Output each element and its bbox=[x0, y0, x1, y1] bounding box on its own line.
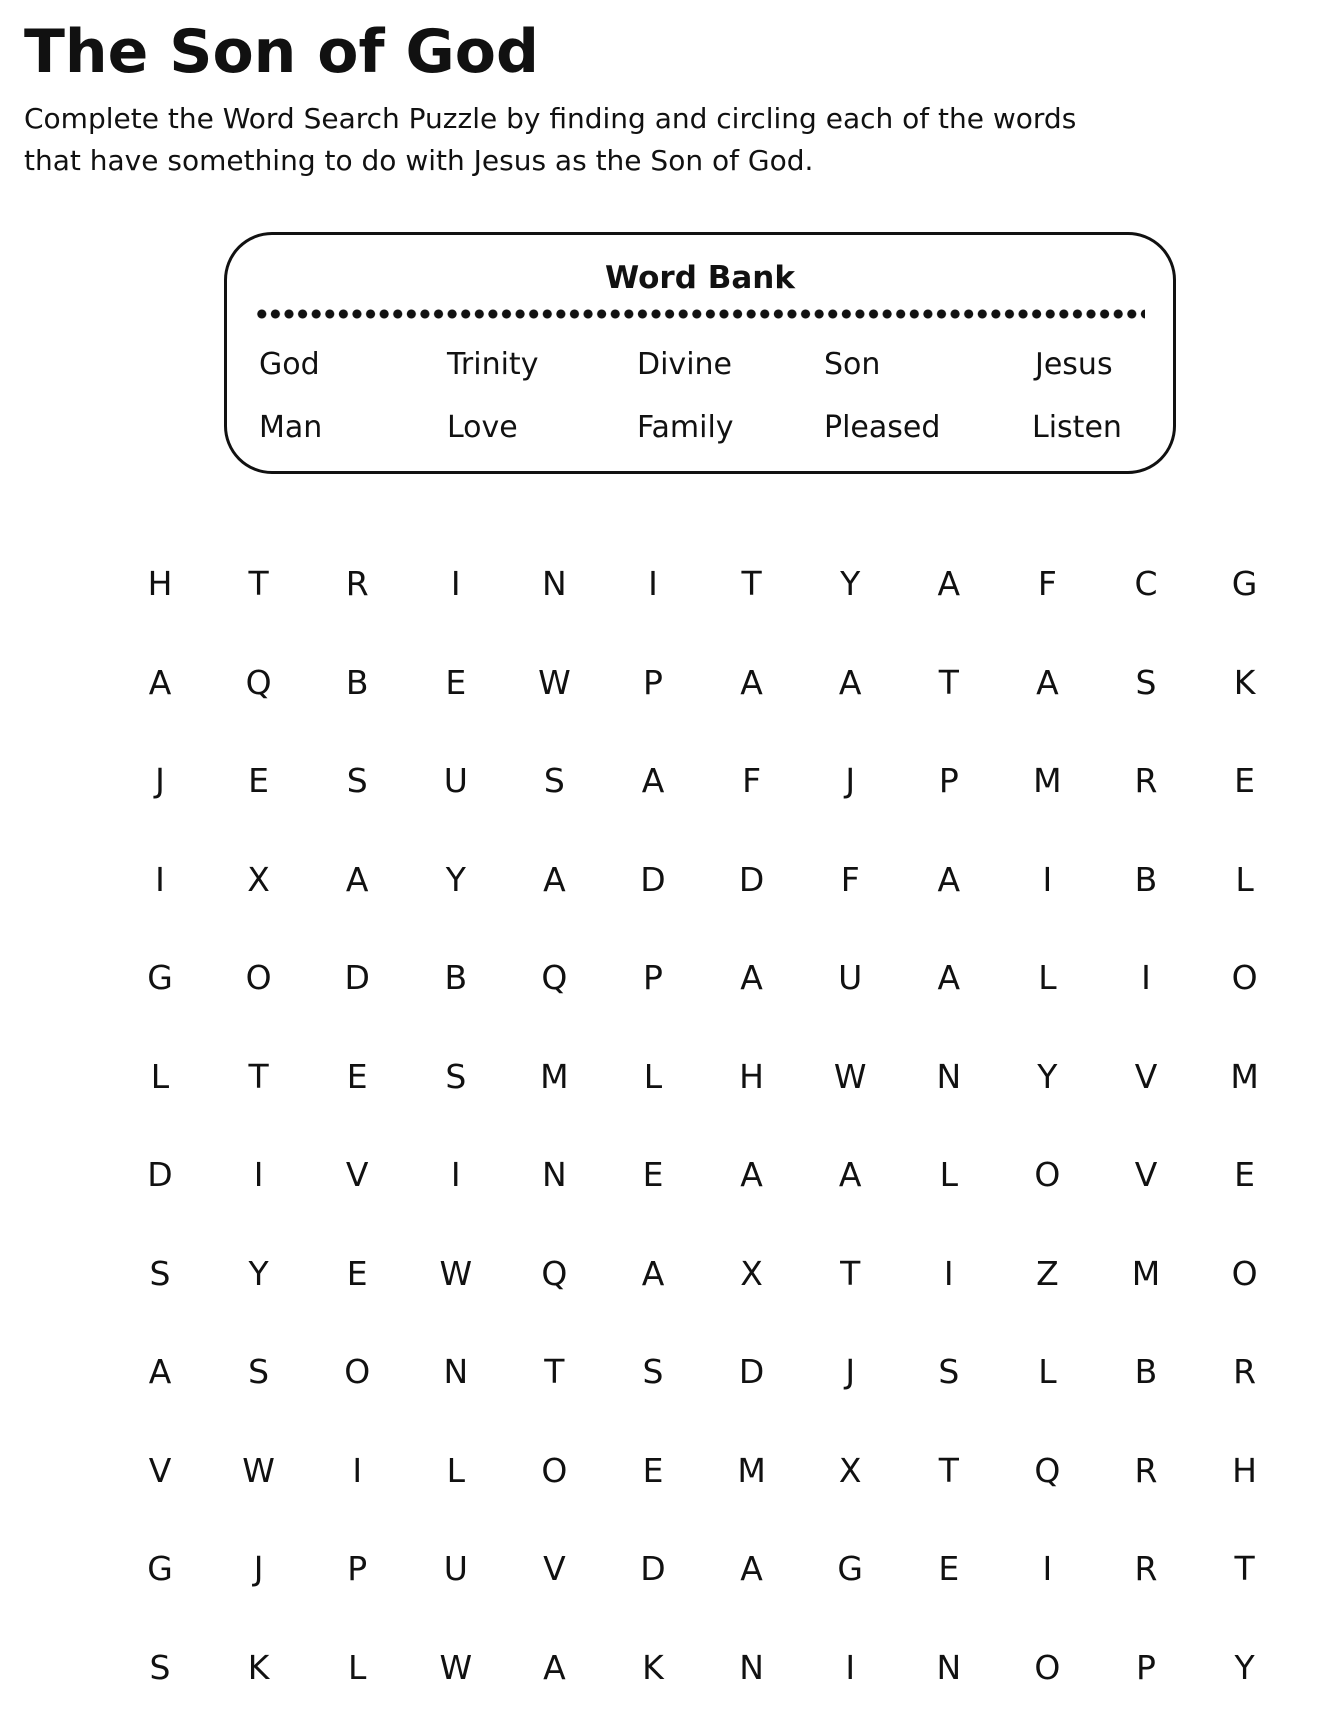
grid-letter[interactable]: J bbox=[845, 761, 856, 800]
grid-letter[interactable]: W bbox=[439, 1647, 473, 1687]
grid-letter[interactable]: E bbox=[938, 1549, 960, 1588]
grid-letter[interactable]: A bbox=[740, 662, 763, 702]
grid-letter[interactable]: A bbox=[740, 1155, 763, 1194]
page-title: The Son of God bbox=[24, 17, 539, 87]
grid-letter[interactable]: B bbox=[444, 958, 468, 997]
grid-letter[interactable]: N bbox=[936, 1056, 962, 1096]
grid-letter[interactable]: V bbox=[1134, 1056, 1158, 1096]
grid-letter[interactable]: Y bbox=[840, 564, 861, 603]
grid-letter[interactable]: A bbox=[641, 1253, 665, 1293]
grid-letter[interactable]: U bbox=[443, 1549, 468, 1588]
grid-letter[interactable]: H bbox=[739, 1056, 764, 1096]
grid-letter[interactable]: Q bbox=[1034, 1450, 1061, 1490]
grid-letter[interactable]: V bbox=[543, 1549, 566, 1588]
grid-letter[interactable]: N bbox=[739, 1647, 764, 1687]
grid-letter[interactable]: R bbox=[345, 564, 369, 603]
grid-letter[interactable]: T bbox=[938, 662, 959, 702]
grid-letter[interactable]: D bbox=[344, 958, 370, 997]
grid-letter[interactable]: Y bbox=[248, 1253, 269, 1293]
grid-letter[interactable]: I bbox=[155, 859, 165, 899]
grid-letter[interactable]: A bbox=[345, 859, 369, 899]
grid-letter[interactable]: M bbox=[1131, 1253, 1161, 1293]
grid-letter[interactable]: W bbox=[833, 1056, 867, 1096]
grid-letter[interactable]: L bbox=[643, 1056, 663, 1096]
grid-letter[interactable]: Y bbox=[445, 859, 466, 899]
grid-letter[interactable]: U bbox=[838, 958, 863, 997]
grid-letter[interactable]: I bbox=[1141, 958, 1151, 997]
word-bank-word-divine: Divine bbox=[637, 347, 732, 382]
grid-letter[interactable]: B bbox=[1134, 1352, 1158, 1391]
grid-letter[interactable]: L bbox=[1038, 1352, 1057, 1391]
grid-letter[interactable]: E bbox=[642, 1450, 664, 1490]
grid-letter[interactable]: Q bbox=[245, 662, 272, 702]
grid-letter[interactable]: A bbox=[838, 662, 862, 702]
grid-letter[interactable]: T bbox=[1234, 1549, 1255, 1588]
grid-letter[interactable]: S bbox=[543, 761, 565, 800]
grid-letter[interactable]: A bbox=[1036, 662, 1059, 702]
grid-letter[interactable]: W bbox=[538, 662, 571, 702]
instructions-line: that have something to do with Jesus as the Son of God. bbox=[24, 144, 814, 177]
grid-letter[interactable]: I bbox=[253, 1155, 264, 1194]
grid-letter[interactable]: P bbox=[1136, 1647, 1156, 1687]
grid-letter[interactable]: S bbox=[445, 1056, 467, 1096]
instructions-line: Complete the Word Search Puzzle by finding and circling each of the words bbox=[24, 102, 1077, 135]
grid-letter[interactable]: I bbox=[450, 1155, 461, 1194]
grid-letter[interactable]: A bbox=[740, 1549, 763, 1588]
grid-letter[interactable]: J bbox=[155, 761, 165, 800]
word-bank-word-family: Family bbox=[637, 410, 734, 445]
dotted-divider bbox=[255, 309, 1145, 319]
grid-letter[interactable]: A bbox=[148, 1352, 172, 1391]
grid-letter[interactable]: Z bbox=[1036, 1253, 1059, 1293]
grid-letter[interactable]: V bbox=[148, 1450, 172, 1490]
instructions bbox=[24, 98, 1124, 182]
grid-letter[interactable]: N bbox=[936, 1647, 962, 1687]
grid-letter[interactable]: M bbox=[1230, 1056, 1259, 1096]
word-bank-word-pleased: Pleased bbox=[824, 410, 941, 445]
word-bank-word-man: Man bbox=[259, 410, 323, 445]
grid-letter[interactable]: O bbox=[1034, 1155, 1061, 1194]
grid-letter[interactable]: I bbox=[1042, 859, 1053, 899]
grid-letter[interactable]: C bbox=[1134, 564, 1158, 603]
grid-letter[interactable]: D bbox=[640, 859, 666, 899]
grid-letter[interactable]: R bbox=[1233, 1352, 1257, 1391]
grid-letter[interactable]: L bbox=[1038, 958, 1057, 997]
grid-letter[interactable]: R bbox=[1134, 761, 1158, 800]
grid-letter[interactable]: L bbox=[446, 1450, 465, 1490]
grid-letter[interactable]: M bbox=[737, 1450, 766, 1490]
grid-letter[interactable]: S bbox=[1135, 662, 1157, 702]
grid-letter[interactable]: Y bbox=[1037, 1056, 1058, 1096]
grid-letter[interactable]: A bbox=[641, 761, 665, 800]
word-bank-word-trinity: Trinity bbox=[447, 347, 539, 382]
grid-letter[interactable]: I bbox=[352, 1450, 363, 1490]
grid-letter[interactable]: T bbox=[938, 1450, 959, 1490]
grid-letter[interactable]: T bbox=[248, 564, 269, 603]
grid-letter[interactable]: H bbox=[147, 564, 173, 603]
grid-letter[interactable]: D bbox=[738, 1352, 765, 1391]
word-bank-word-son: Son bbox=[824, 347, 881, 382]
grid-letter[interactable]: E bbox=[346, 1253, 368, 1293]
word-bank bbox=[224, 232, 1176, 474]
grid-letter[interactable]: J bbox=[253, 1549, 264, 1588]
grid-letter[interactable]: F bbox=[742, 761, 762, 800]
grid-letter[interactable]: W bbox=[439, 1253, 473, 1293]
grid-letter[interactable]: V bbox=[345, 1155, 369, 1194]
grid-letter[interactable]: P bbox=[347, 1549, 368, 1588]
grid-letter[interactable]: S bbox=[248, 1352, 270, 1391]
grid-letter[interactable]: S bbox=[149, 1647, 171, 1687]
grid-letter[interactable]: V bbox=[1134, 1155, 1158, 1194]
grid-letter[interactable]: D bbox=[640, 1549, 666, 1588]
grid-letter[interactable]: P bbox=[643, 958, 663, 997]
grid-letter[interactable]: A bbox=[740, 958, 763, 997]
grid-letter[interactable]: O bbox=[1231, 958, 1258, 997]
grid-letter[interactable]: A bbox=[937, 859, 961, 899]
grid-letter[interactable]: N bbox=[542, 1155, 567, 1194]
grid-letter[interactable]: M bbox=[540, 1056, 569, 1096]
grid-letter[interactable]: K bbox=[642, 1647, 664, 1687]
grid-letter[interactable]: O bbox=[344, 1352, 371, 1391]
grid-letter[interactable]: A bbox=[838, 1155, 862, 1194]
grid-letter[interactable]: F bbox=[840, 859, 860, 899]
grid-letter[interactable]: Q bbox=[541, 1253, 568, 1293]
grid-letter[interactable]: O bbox=[1231, 1253, 1258, 1293]
grid-letter[interactable]: L bbox=[939, 1155, 958, 1194]
grid-letter[interactable]: J bbox=[845, 1352, 856, 1391]
grid-letter[interactable]: G bbox=[147, 1549, 173, 1588]
grid-letter[interactable]: K bbox=[1233, 662, 1256, 702]
grid-letter[interactable]: G bbox=[837, 1549, 863, 1588]
grid-letter[interactable]: X bbox=[247, 859, 270, 899]
grid-letter[interactable]: H bbox=[1232, 1450, 1257, 1490]
grid-letter[interactable]: L bbox=[1235, 859, 1254, 899]
grid-letter[interactable]: S bbox=[149, 1253, 171, 1293]
grid-letter[interactable]: A bbox=[543, 859, 566, 899]
word-bank-word-god: God bbox=[259, 347, 320, 382]
grid-letter[interactable]: A bbox=[148, 662, 172, 702]
grid-letter[interactable]: F bbox=[1037, 564, 1057, 603]
grid-letter[interactable]: D bbox=[738, 859, 765, 899]
grid-letter[interactable]: P bbox=[643, 662, 663, 702]
grid-letter[interactable]: S bbox=[938, 1352, 960, 1391]
grid-letter[interactable]: I bbox=[450, 564, 461, 603]
grid-letter[interactable]: S bbox=[346, 761, 368, 800]
grid-letter[interactable]: N bbox=[542, 564, 567, 603]
grid-letter[interactable]: E bbox=[445, 662, 467, 702]
grid-letter[interactable]: A bbox=[543, 1647, 566, 1687]
grid-letter[interactable]: G bbox=[1231, 564, 1258, 603]
grid-letter[interactable]: R bbox=[1134, 1549, 1158, 1588]
grid-letter[interactable]: D bbox=[147, 1155, 173, 1194]
grid-letter[interactable]: M bbox=[1033, 761, 1062, 800]
grid-letter[interactable]: T bbox=[840, 1253, 861, 1293]
grid-letter[interactable]: I bbox=[1042, 1549, 1053, 1588]
grid-letter[interactable]: P bbox=[938, 761, 959, 800]
grid-letter[interactable]: X bbox=[740, 1253, 763, 1293]
grid-letter[interactable]: O bbox=[1034, 1647, 1061, 1687]
grid-letter[interactable]: I bbox=[943, 1253, 954, 1293]
grid-letter[interactable]: B bbox=[345, 662, 369, 702]
grid-letter[interactable]: T bbox=[544, 1352, 565, 1391]
grid-letter[interactable]: L bbox=[347, 1647, 367, 1687]
word-bank-title: Word Bank bbox=[605, 260, 795, 296]
grid-letter[interactable]: E bbox=[1234, 1155, 1256, 1194]
word-bank-word-listen: Listen bbox=[1032, 410, 1122, 445]
grid-letter[interactable]: Q bbox=[541, 958, 568, 997]
word-bank-word-love: Love bbox=[447, 410, 518, 445]
grid-letter[interactable]: E bbox=[248, 761, 270, 800]
grid-letter[interactable]: U bbox=[443, 761, 468, 800]
grid-letter[interactable]: B bbox=[1134, 859, 1158, 899]
grid-letter[interactable]: E bbox=[1234, 761, 1256, 800]
grid-letter[interactable]: G bbox=[147, 958, 173, 997]
grid-letter[interactable]: A bbox=[937, 564, 961, 603]
word-bank-word-jesus: Jesus bbox=[1035, 347, 1113, 382]
grid-letter[interactable]: O bbox=[245, 958, 272, 997]
grid-letter[interactable]: E bbox=[346, 1056, 368, 1096]
grid-letter[interactable]: W bbox=[242, 1450, 275, 1490]
grid-letter[interactable]: Y bbox=[1234, 1647, 1255, 1687]
grid-letter[interactable]: S bbox=[642, 1352, 664, 1391]
grid-letter[interactable]: X bbox=[838, 1450, 862, 1490]
grid-letter[interactable]: L bbox=[150, 1056, 170, 1096]
grid-letter[interactable]: T bbox=[248, 1056, 269, 1096]
grid-letter[interactable]: I bbox=[648, 564, 658, 603]
grid-letter[interactable]: I bbox=[845, 1647, 856, 1687]
grid-letter[interactable]: O bbox=[541, 1450, 568, 1490]
grid-letter[interactable]: R bbox=[1134, 1450, 1158, 1490]
grid-letter[interactable]: N bbox=[443, 1352, 469, 1391]
grid-letter[interactable]: E bbox=[642, 1155, 664, 1194]
grid-letter[interactable]: T bbox=[741, 564, 762, 603]
grid-letter[interactable]: K bbox=[247, 1647, 270, 1687]
grid-letter[interactable]: A bbox=[937, 958, 961, 997]
